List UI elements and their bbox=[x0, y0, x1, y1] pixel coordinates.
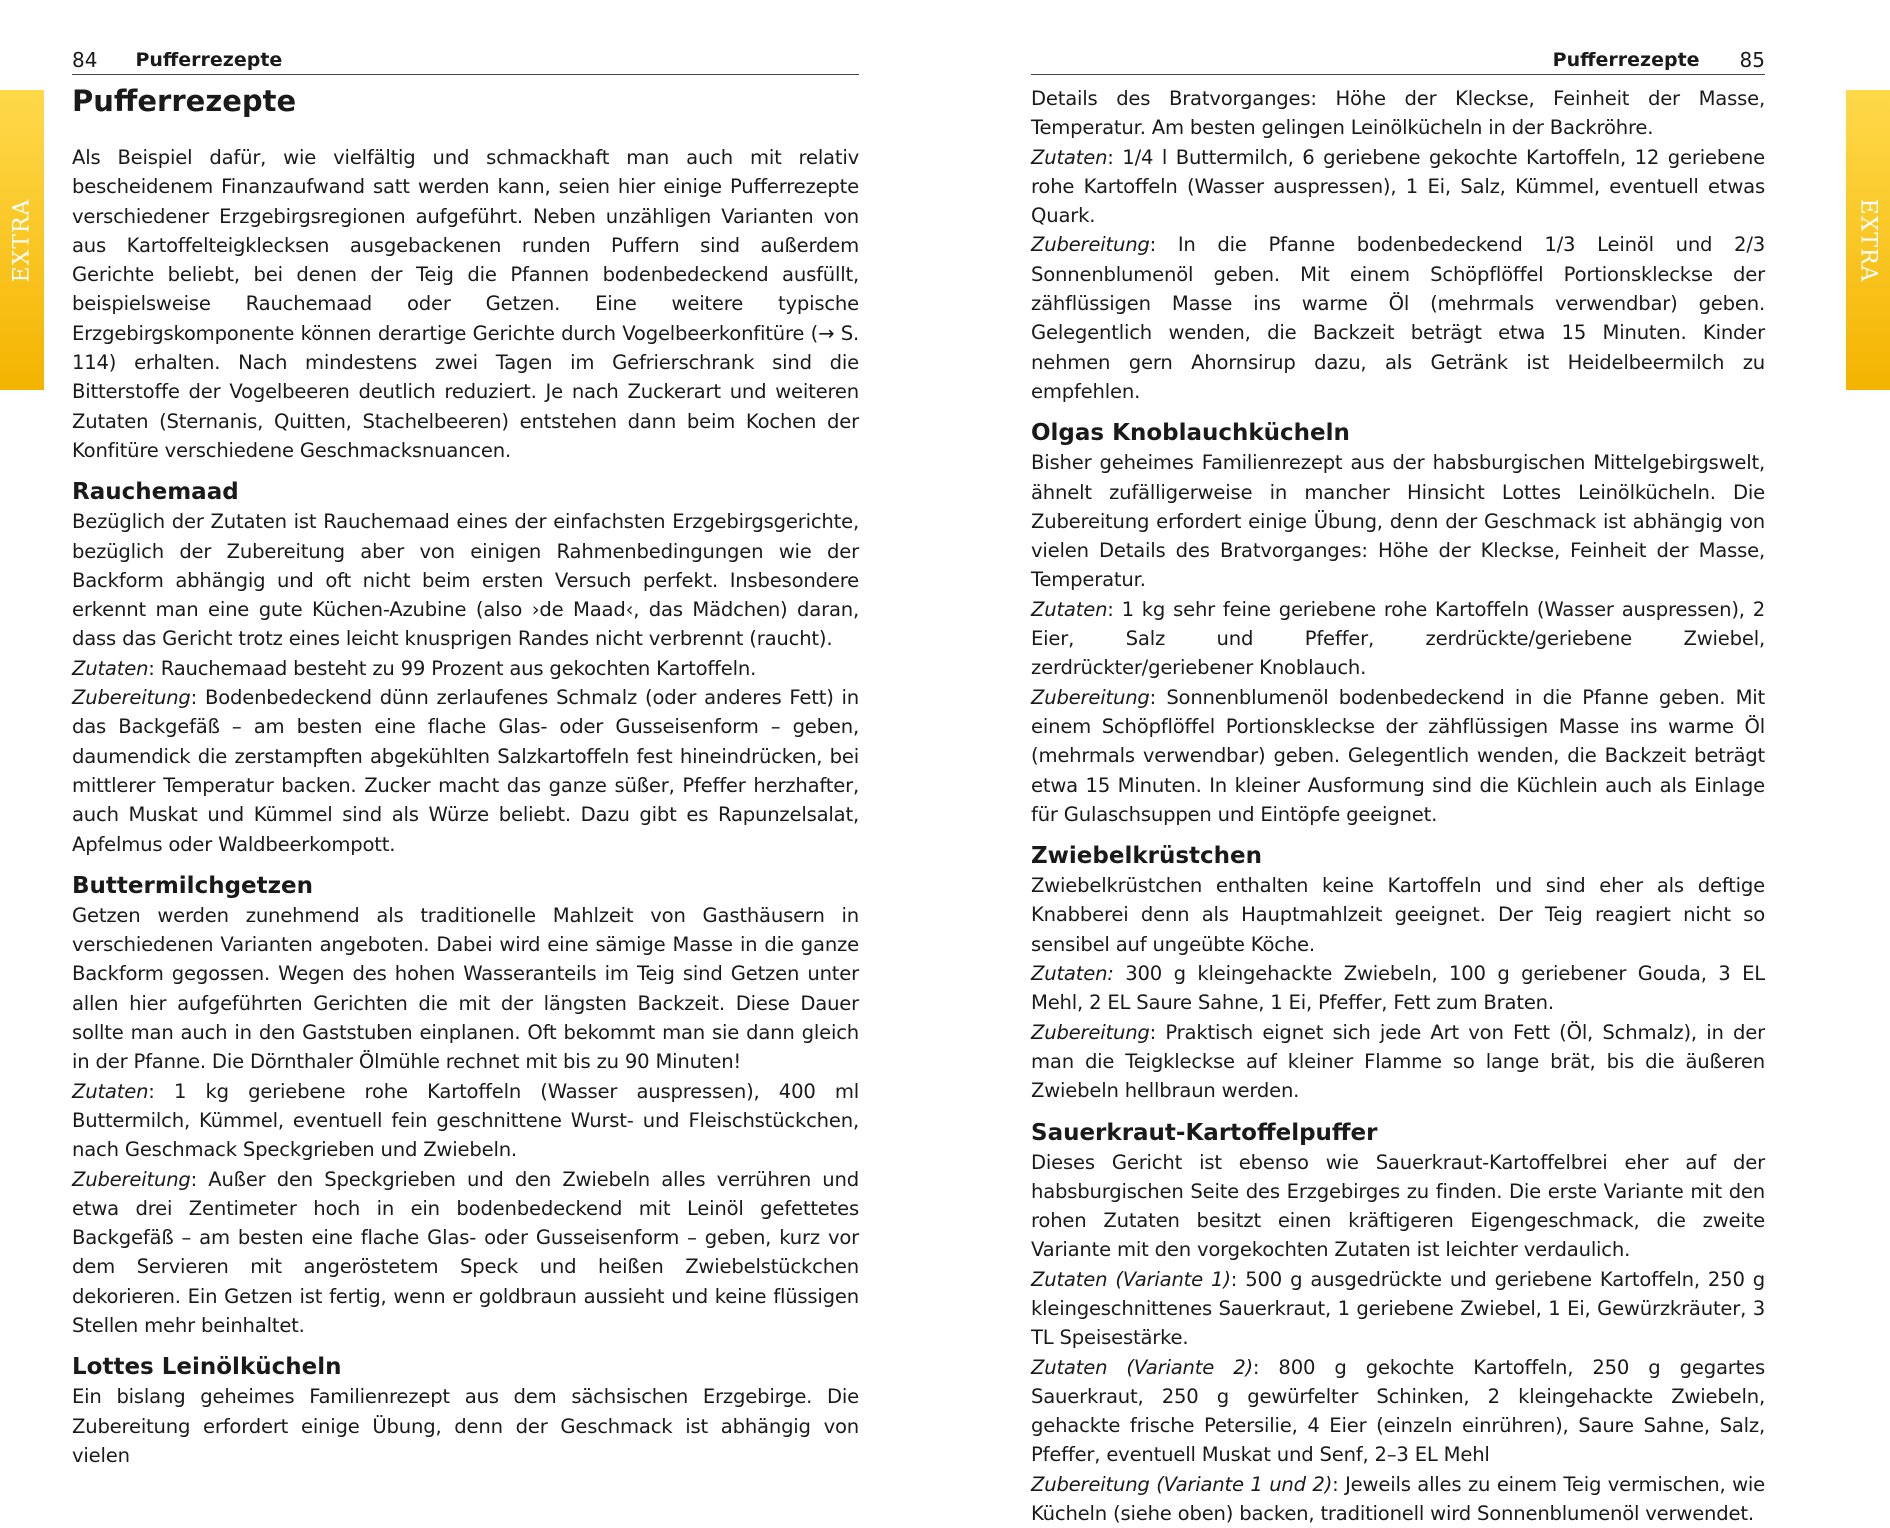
right-page bbox=[945, 0, 1890, 1526]
right-text-flow bbox=[1031, 84, 1765, 1528]
sauerkraut-zubereitung bbox=[1031, 1470, 1765, 1528]
sauerkraut-zutaten-2 bbox=[1031, 1353, 1765, 1470]
running-head-title-left: Pufferrezepte bbox=[135, 49, 283, 71]
lottes-zubereitung bbox=[1031, 230, 1765, 406]
zutaten-label: Zutaten bbox=[72, 1079, 149, 1103]
left-text-flow bbox=[72, 143, 859, 1470]
zubereitung-text: : Praktisch eignet sich jede Art von Fett (Öl, Schmalz), in der man die Teigkleckse auf kleiner Flamme so lange brät, bis die äußeren Zwiebeln hellbraun werden. bbox=[1031, 1020, 1765, 1103]
getzen-zutaten bbox=[72, 1077, 859, 1165]
heading-zwiebelkruestchen: Zwiebelkrüstchen bbox=[1031, 843, 1263, 870]
heading-rauchemaad: Rauchemaad bbox=[72, 479, 239, 506]
running-head-left bbox=[72, 46, 859, 75]
page-title: Pufferrezepte bbox=[72, 84, 297, 118]
heading-sauerkraut: Sauerkraut-Kartoffelpuffer bbox=[1031, 1119, 1378, 1146]
lottes-zutaten bbox=[1031, 143, 1765, 231]
zutaten-text: : Rauchemaad besteht zu 99 Prozent aus gekochten Kartoffeln. bbox=[148, 656, 757, 680]
olgas-text: Bisher geheimes Familienrezept aus der habsburgischen Mittelgebirgswelt, ähnelt zufälligerweise in mancher Hinsicht Lottes Leinölkücheln. Die Zubereitung erfordert einige Übung, denn der Geschmack ist abhängig von vielen Details des Bratvorganges: Höhe der Kleckse, Feinheit der Masse, Temperatur. bbox=[1031, 451, 1765, 592]
sauerkraut-text: Dieses Gericht ist ebenso wie Sauerkraut-Kartoffelbrei eher auf der habsburgischen Seite des Erzgebirges zu finden. Die erste Variante mit den rohen Zutaten besitzt einen kräftigeren Eigengeschmack, die zweite Variante mit den vorgekochten Zutaten ist leichter verdaulich. bbox=[1031, 1150, 1765, 1262]
intro-paragraph: Als Beispiel dafür, wie vielfältig und schmackhaft man auch mit relativ bescheidenem Finanzaufwand satt werden kann, seien hier einige Pufferrezepte verschiedener Erzgebirgsregionen aufgeführt. Neben unzähligen Varianten von aus Kartoffelteigklecksen ausgebackenen runden Puffern sind außerdem Gerichte beliebt, bei denen der Teig die Pfannen bodenbedeckend ausfüllt, beispielsweise Rauchemaad oder Getzen. Eine weitere typische Erzgebirgskomponente können derartige Gerichte durch Vogelbeerkonfitüre (→ S. 114) erhalten. Nach mindestens zwei Tagen im Gefrierschrank sind die Bitterstoffe der Vogelbeeren deutlich reduziert. Je nach Zuckerart und weiteren Zutaten (Sternanis, Quitten, Stachelbeeren) entstehen dann beim Kochen der Konfitüre verschiedene Geschmacksnuancen. bbox=[72, 146, 859, 462]
zutaten-text: 300 g kleingehackte Zwiebeln, 100 g geriebener Gouda, 3 EL Mehl, 2 EL Saure Sahne, 1 Ei, Pfeffer, Fett zum Braten. bbox=[1031, 962, 1765, 1015]
zutaten-text: : 1 kg geriebene rohe Kartoffeln (Wasser auspressen), 400 ml Buttermilch, Kümmel, eventuell fein geschnittene Wurst- und Fleischstückchen, nach Geschmack Speckgrieben und Zwiebeln. bbox=[72, 1079, 859, 1162]
lottes-text: Ein bislang geheimes Familienrezept aus dem sächsischen Erzgebirge. Die Zubereitung erfordert einige Übung, denn der Geschmack ist abhängig von vielen bbox=[72, 1385, 859, 1467]
heading-buttermilchgetzen: Buttermilchgetzen bbox=[72, 872, 313, 899]
zubereitung-label: Zubereitung bbox=[1031, 233, 1150, 257]
zubereitung-label: Zubereitung (Variante 1 und 2) bbox=[1031, 1472, 1333, 1496]
zubereitung-text: : Bodenbedeckend dünn zerlaufenes Schmalz (oder anderes Fett) in das Backgefäß – am besten eine flache Glas- oder Gusseisenform – geben, daumendick die zerstampften abgekühlten Salzkartoffeln fest hineindrücken, bei mittlerer Temperatur backen. Zucker macht das ganze süßer, Pfeffer herzhafter, auch Muskat und Kümmel sind als Würze beliebt. Dazu gibt es Rapunzelsalat, Apfelmus oder Waldbeerkompott. bbox=[72, 686, 859, 856]
zutaten-text: : 1 kg sehr feine geriebene rohe Kartoffeln (Wasser auspressen), 2 Eier, Salz und Pfeffer, zerdrückte/geriebene Zwiebel, zerdrückter/geriebener Knoblauch. bbox=[1031, 597, 1765, 680]
running-head-right bbox=[1031, 46, 1765, 75]
zubereitung-text: : Außer den Speckgrieben und den Zwiebeln alles verrühren und etwa drei Zentimeter hoch in ein bodenbedeckend mit Leinöl gefettetes Backgefäß – am besten eine flache Glas- oder Gusseisenform – geben, kurz vor dem Servieren mit angeröstetem Speck und heißen Zwiebelstückchen dekorieren. Ein Getzen ist fertig, wenn er goldbraun aussieht und keine flüssigen Stellen mehr beinhaltet. bbox=[72, 1167, 859, 1337]
heading-lottes: Lottes Leinölkücheln bbox=[72, 1354, 342, 1381]
page-number-right: 85 bbox=[1739, 48, 1765, 72]
rauchemaad-text: Bezüglich der Zutaten ist Rauchemaad eines der einfachsten Erzgebirgsgerichte, bezüglich der Zubereitung aber von einigen Rahmenbedingungen wie der Backform abhängig und oft nicht beim ersten Versuch perfekt. Insbesondere erkennt man eine gute Küchen-Azubine (also ›de Maad‹, das Mädchen) daran, dass das Gericht trotz eines leicht knusprigen Randes nicht verbrennt (raucht). bbox=[72, 510, 859, 651]
extra-tab-right bbox=[1846, 90, 1890, 390]
getzen-zubereitung bbox=[72, 1165, 859, 1341]
zutaten-label: Zutaten bbox=[72, 656, 149, 680]
zutaten-label: Zutaten: bbox=[1031, 962, 1114, 986]
zubereitung-label: Zubereitung bbox=[72, 1167, 191, 1191]
zubereitung-text: : Sonnenblumenöl bodenbedeckend in die Pfanne geben. Mit einem Schöpflöffel Portionskleckse der zähflüssigen Masse ins warme Öl (mehrmals verwendbar) geben. Gelegentlich wenden, die Backzeit beträgt etwa 15 Minuten. In kleiner Ausformung sind die Küchlein auch als Einlage für Gulaschsuppen und Eintöpfe geeignet. bbox=[1031, 685, 1765, 826]
zubereitung-label: Zubereitung bbox=[1031, 685, 1150, 709]
page-number-left: 84 bbox=[72, 48, 98, 72]
zubereitung-text: : In die Pfanne bodenbedeckend 1/3 Leinöl und 2/3 Sonnenblumenöl geben. Mit einem Schöpflöffel Portionskleckse der zähflüssigen Masse ins warme Öl (mehrmals verwendbar) geben. Gelegentlich wenden, die Backzeit beträgt etwa 15 Minuten. Kinder nehmen gern Ahornsirup dazu, als Getränk ist Heidelbeermilch zu empfehlen. bbox=[1031, 233, 1765, 403]
left-page bbox=[0, 0, 945, 1496]
zutaten-label: Zutaten bbox=[1031, 597, 1108, 621]
zwiebel-zutaten bbox=[1031, 959, 1765, 1018]
olgas-zubereitung bbox=[1031, 683, 1765, 829]
extra-tab-left bbox=[0, 90, 44, 390]
extra-tab-label-left: EXTRA bbox=[9, 198, 35, 282]
zwiebel-text: Zwiebelkrüstchen enthalten keine Kartoffeln und sind eher als deftige Knabberei denn als Hauptmahlzeit geeignet. Der Teig reagiert nicht so sensibel auf ungeübte Köche. bbox=[1031, 874, 1765, 956]
lottes-cont-text: Details des Bratvorganges: Höhe der Kleckse, Feinheit der Masse, Temperatur. Am besten gelingen Leinölkücheln in der Backröhre. bbox=[1031, 87, 1765, 140]
zutaten-text: : 800 g gekochte Kartoffeln, 250 g gegartes Sauerkraut, 250 g gewürfelter Schinken, 2 kleingehackte Zwiebeln, gehackte frische Petersilie, 4 Eier (einzeln einrühren), Saure Sahne, Salz, Pfeffer, eventuell Muskat und Senf, 2–3 EL Mehl bbox=[1031, 1355, 1765, 1467]
running-head-title-right: Pufferrezepte bbox=[1552, 49, 1700, 71]
extra-tab-label-right: EXTRA bbox=[1855, 198, 1881, 282]
heading-olgas: Olgas Knoblauchkücheln bbox=[1031, 420, 1350, 447]
zutaten-text: : 500 g ausgedrückte und geriebene Kartoffeln, 250 g kleingeschnittenes Sauerkraut, 1 geriebene Zwiebel, 1 Ei, Gewürzkräuter, 3 TL Speisestärke. bbox=[1031, 1267, 1765, 1350]
olgas-zutaten bbox=[1031, 595, 1765, 683]
zutaten-text: : 1/4 l Buttermilch, 6 geriebene gekochte Kartoffeln, 12 geriebene rohe Kartoffeln (Wasser auspressen), 1 Ei, Salz, Kümmel, eventuell etwas Quark. bbox=[1031, 145, 1765, 228]
rauchemaad-zutaten bbox=[72, 654, 859, 683]
sauerkraut-zutaten-1 bbox=[1031, 1265, 1765, 1353]
zubereitung-label: Zubereitung bbox=[1031, 1020, 1150, 1044]
zutaten-label: Zutaten (Variante 2) bbox=[1031, 1355, 1253, 1379]
zutaten-label: Zutaten (Variante 1) bbox=[1031, 1267, 1231, 1291]
rauchemaad-zubereitung bbox=[72, 683, 859, 859]
getzen-text: Getzen werden zunehmend als traditionelle Mahlzeit von Gasthäusern in verschiedenen Varianten angeboten. Dabei wird eine sämige Masse in die ganze Backform gegossen. Wegen des hohen Wasseranteils im Teig sind Getzen unter allen hier aufgeführten Gerichten die mit der längsten Backzeit. Diese Dauer sollte man auch in den Gaststuben einplanen. Oft bekommt man sie dann gleich in der Pfanne. Die Dörnthaler Ölmühle rechnet mit bis zu 90 Minuten! bbox=[72, 903, 859, 1074]
zwiebel-zubereitung bbox=[1031, 1018, 1765, 1106]
zubereitung-text: : Jeweils alles zu einem Teig vermischen, wie Kücheln (siehe oben) backen, traditionell wird Sonnenblumenöl verwendet. bbox=[1031, 1472, 1766, 1526]
zutaten-label: Zutaten bbox=[1031, 145, 1108, 169]
zubereitung-label: Zubereitung bbox=[72, 686, 191, 710]
